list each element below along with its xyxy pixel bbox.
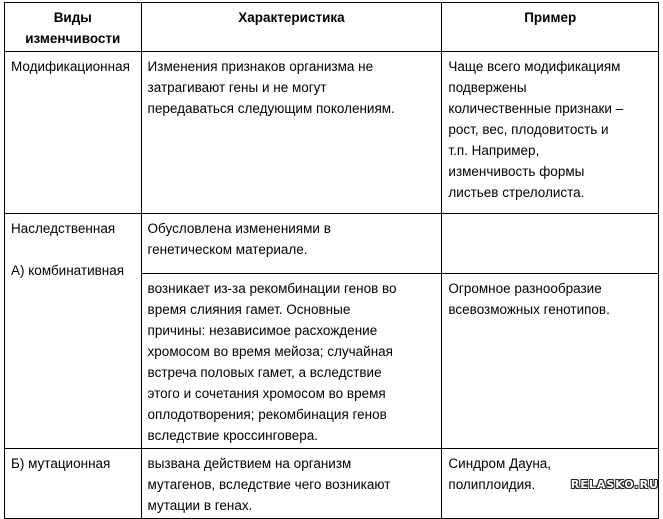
text-line: всевозможных генотипов. <box>448 302 610 317</box>
text-line: полиплоидия. <box>448 477 536 492</box>
cell-type <box>5 449 142 519</box>
text-line: Чаще всего модификациям <box>448 59 621 74</box>
text-line: этого и сочетания хромосом во время <box>147 386 386 401</box>
text-line <box>11 239 135 260</box>
text-line: Огромное разнообразие <box>448 281 602 296</box>
text-line: затрагивают гены и не могут <box>147 80 327 95</box>
cell-example <box>442 52 659 214</box>
text-line: листьев стрелолиста. <box>448 185 585 200</box>
text-line: хромосом во время мейоза; случайная <box>147 344 393 359</box>
cell-characteristic <box>141 449 442 519</box>
cell-characteristic <box>141 214 442 274</box>
text-line: изменчивость формы <box>448 164 585 179</box>
header-types-line: Виды <box>53 10 92 25</box>
text-line: генетическом материале. <box>147 242 308 257</box>
text-line: рост, вес, плодовитость и <box>448 122 609 137</box>
cell-type <box>5 214 142 449</box>
header-types-line: изменчивости <box>25 31 121 46</box>
text-line: причины: независимое расхождение <box>147 323 378 338</box>
header-example: Пример <box>442 3 659 52</box>
text-line: Наследственная <box>11 221 116 236</box>
cell-example-empty <box>442 214 659 274</box>
cell-example <box>442 274 659 449</box>
text-line: передаваться следующим поколениям. <box>147 101 395 116</box>
text-line: мутации в генах. <box>147 498 253 513</box>
text-line: вызвана действием на организм <box>147 456 352 471</box>
text-line: количественные признаки – <box>448 101 624 116</box>
text-line: т.п. Например, <box>448 143 540 158</box>
text-line: Модификационная <box>11 59 130 74</box>
text-line: возникает из-за рекомбинации генов во <box>147 281 397 296</box>
text-line: Изменения признаков организма не <box>147 59 374 74</box>
text-line: Б) мутационная <box>11 456 111 471</box>
cell-characteristic <box>141 52 442 214</box>
text-line: подвержены <box>448 80 527 95</box>
text-line: время слияния гамет. Основные <box>147 302 351 317</box>
table-row-hereditary <box>5 214 659 274</box>
table-row-mutational <box>5 449 659 519</box>
text-line: Синдром Дауна, <box>448 456 552 471</box>
text-line: оплодотворения; рекомбинация генов <box>147 407 387 422</box>
text-line: мутагенов, вследствие чего возникают <box>147 477 391 492</box>
table-row-modification <box>5 52 659 214</box>
text-line: вследствие кроссинговера. <box>147 428 319 443</box>
header-characteristic: Характеристика <box>141 3 442 52</box>
header-row <box>5 3 659 52</box>
cell-characteristic <box>141 274 442 449</box>
text-line: встреча половых гамет, а вследствие <box>147 365 382 380</box>
text-line: А) комбинативная <box>11 263 125 278</box>
cell-type <box>5 52 142 214</box>
text-line: Обусловлена изменениями в <box>147 221 331 236</box>
variability-table <box>4 2 659 519</box>
watermark: RELASKO.RU <box>570 478 659 491</box>
header-types <box>5 3 142 52</box>
